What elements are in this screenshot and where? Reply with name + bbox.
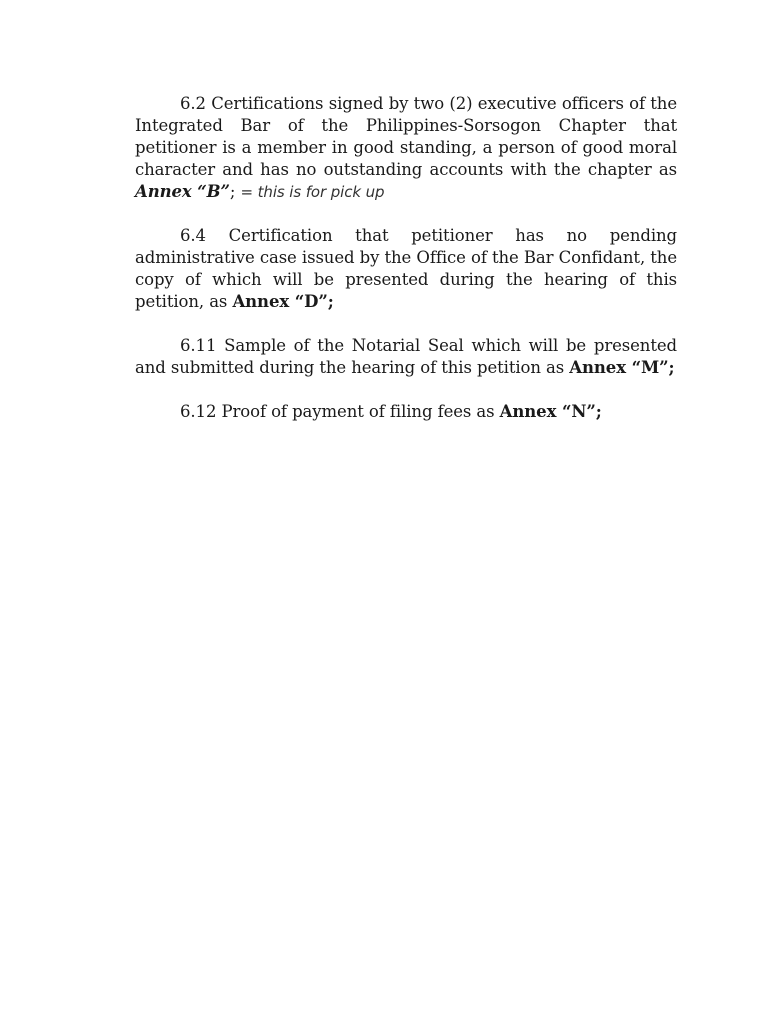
paragraph-text: 6.2 Certifications signed by two (2) executive officers of the Integrated Bar of the Philippines-Sorsogon Chapter that petitioner is a member in good standing, a person of good moral character and has no outstanding accounts with the chapter as — [135, 94, 677, 179]
handwritten-note: = this is for pick up — [240, 183, 385, 201]
punctuation: ; — [229, 182, 241, 201]
annex-label: Annex “B” — [135, 182, 230, 201]
paragraph-6-4 — [135, 225, 677, 313]
paragraph-text: 6.11 Sample of the Notarial Seal which will be presented and submitted during the hearing of this petition as — [135, 336, 677, 377]
paragraph-text: 6.12 Proof of payment of filing fees as — [180, 402, 500, 421]
annex-label: Annex “D”; — [232, 292, 334, 311]
paragraph-6-2 — [135, 93, 677, 203]
paragraph-6-12 — [135, 401, 677, 423]
paragraph-6-11 — [135, 335, 677, 379]
annex-label: Annex “M”; — [569, 358, 675, 377]
paragraph-text: 6.4 Certification that petitioner has no pending administrative case issued by the Office of the Bar Confidant, the copy of which will be presented during the hearing of this petition, as — [135, 226, 677, 311]
annex-label: Annex “N”; — [499, 402, 602, 421]
